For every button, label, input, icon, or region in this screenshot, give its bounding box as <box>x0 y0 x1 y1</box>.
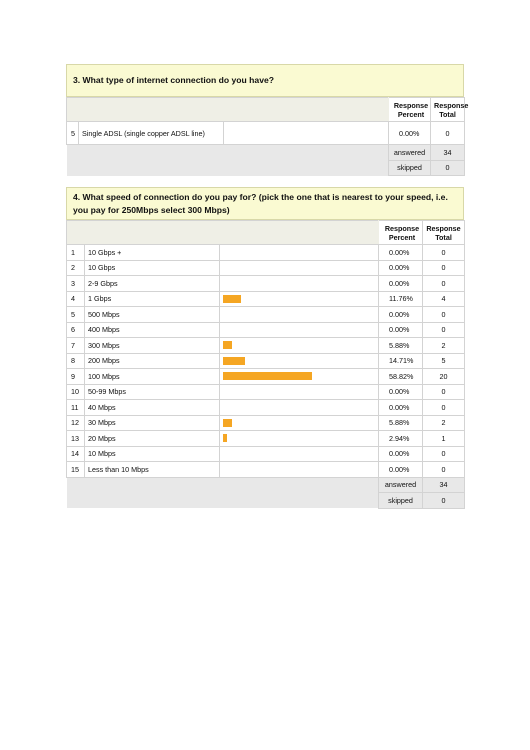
summary-blank <box>67 493 379 509</box>
row-percent: 58.82% <box>379 369 423 385</box>
table-row <box>67 276 465 292</box>
skipped-row <box>67 160 465 176</box>
header-blank <box>67 221 379 245</box>
row-total: 0 <box>423 307 465 323</box>
row-number: 2 <box>67 260 85 276</box>
skipped-row <box>67 493 465 509</box>
row-number: 8 <box>67 353 85 369</box>
header-blank <box>67 98 389 122</box>
table-row <box>67 338 465 354</box>
row-total: 0 <box>423 400 465 416</box>
answered-row <box>67 477 465 493</box>
answered-value: 34 <box>431 145 465 161</box>
row-bar-cell <box>220 415 379 431</box>
row-total: 0 <box>423 322 465 338</box>
header-response-percent: Response Percent <box>379 221 423 245</box>
row-label: Single ADSL (single copper ADSL line) <box>79 122 224 145</box>
answered-value: 34 <box>423 477 465 493</box>
table-row <box>67 322 465 338</box>
row-bar-cell <box>220 322 379 338</box>
row-number: 14 <box>67 446 85 462</box>
header-response-total: Response Total <box>423 221 465 245</box>
row-bar-cell <box>220 353 379 369</box>
row-percent: 0.00% <box>379 307 423 323</box>
answered-label: answered <box>389 145 431 161</box>
row-percent: 0.00% <box>379 322 423 338</box>
answered-row <box>67 145 465 161</box>
header-response-total: Response Total <box>431 98 465 122</box>
row-number: 10 <box>67 384 85 400</box>
summary-blank <box>67 477 379 493</box>
row-percent: 0.00% <box>389 122 431 145</box>
row-bar-cell <box>220 307 379 323</box>
row-total: 0 <box>423 446 465 462</box>
row-label: 20 Mbps <box>85 431 220 447</box>
row-label: 100 Mbps <box>85 369 220 385</box>
row-bar-cell <box>220 446 379 462</box>
response-bar <box>223 434 227 442</box>
row-total: 0 <box>423 462 465 478</box>
row-bar-cell <box>220 260 379 276</box>
row-bar-cell <box>220 291 379 307</box>
row-bar-cell <box>220 276 379 292</box>
summary-blank <box>67 145 389 161</box>
summary-blank <box>67 160 389 176</box>
table-row <box>67 260 465 276</box>
row-percent: 0.00% <box>379 400 423 416</box>
row-number: 15 <box>67 462 85 478</box>
table-row <box>67 307 465 323</box>
table-row <box>67 400 465 416</box>
table-row <box>67 353 465 369</box>
table-row <box>67 462 465 478</box>
row-number: 5 <box>67 307 85 323</box>
table-row <box>67 431 465 447</box>
row-total: 2 <box>423 338 465 354</box>
row-percent: 0.00% <box>379 446 423 462</box>
table-row <box>67 415 465 431</box>
question-3-block <box>66 64 469 176</box>
skipped-label: skipped <box>379 493 423 509</box>
response-bar <box>223 357 245 365</box>
row-percent: 0.00% <box>379 260 423 276</box>
row-percent: 0.00% <box>379 276 423 292</box>
row-label: 200 Mbps <box>85 353 220 369</box>
row-label: 30 Mbps <box>85 415 220 431</box>
row-total: 1 <box>423 431 465 447</box>
row-number: 7 <box>67 338 85 354</box>
row-label: 10 Gbps + <box>85 245 220 261</box>
row-label: 50-99 Mbps <box>85 384 220 400</box>
row-label: 40 Mbps <box>85 400 220 416</box>
question-3-title: 3. What type of internet connection do you have? <box>66 64 464 97</box>
row-label: 10 Gbps <box>85 260 220 276</box>
response-bar <box>223 295 241 303</box>
table-header <box>67 221 465 245</box>
row-label: 2-9 Gbps <box>85 276 220 292</box>
row-total: 0 <box>423 245 465 261</box>
skipped-value: 0 <box>423 493 465 509</box>
row-label: 300 Mbps <box>85 338 220 354</box>
row-total: 2 <box>423 415 465 431</box>
table-row <box>67 122 465 145</box>
response-bar <box>223 372 312 380</box>
answered-label: answered <box>379 477 423 493</box>
row-number: 1 <box>67 245 85 261</box>
question-4-title: 4. What speed of connection do you pay for? (pick the one that is nearest to your speed, i.e. you pay for 250Mbps select 300 Mbps) <box>66 187 464 220</box>
row-total: 0 <box>423 276 465 292</box>
row-total: 20 <box>423 369 465 385</box>
row-bar-cell <box>220 400 379 416</box>
row-bar-cell <box>220 431 379 447</box>
row-percent: 0.00% <box>379 245 423 261</box>
header-response-percent: Response Percent <box>389 98 431 122</box>
row-total: 0 <box>431 122 465 145</box>
row-total: 0 <box>423 384 465 400</box>
row-label: 10 Mbps <box>85 446 220 462</box>
row-percent: 5.88% <box>379 338 423 354</box>
row-number: 9 <box>67 369 85 385</box>
row-label: 1 Gbps <box>85 291 220 307</box>
row-bar-cell <box>224 122 389 145</box>
row-percent: 14.71% <box>379 353 423 369</box>
row-percent: 0.00% <box>379 462 423 478</box>
row-bar-cell <box>220 369 379 385</box>
table-row <box>67 291 465 307</box>
row-bar-cell <box>220 338 379 354</box>
row-percent: 11.76% <box>379 291 423 307</box>
row-number: 6 <box>67 322 85 338</box>
response-bar <box>223 341 232 349</box>
row-number: 5 <box>67 122 79 145</box>
question-4-block <box>66 187 464 509</box>
row-total: 4 <box>423 291 465 307</box>
row-bar-cell <box>220 462 379 478</box>
row-number: 11 <box>67 400 85 416</box>
table-row <box>67 384 465 400</box>
row-number: 13 <box>67 431 85 447</box>
skipped-value: 0 <box>431 160 465 176</box>
skipped-label: skipped <box>389 160 431 176</box>
row-bar-cell <box>220 245 379 261</box>
row-number: 3 <box>67 276 85 292</box>
row-percent: 2.94% <box>379 431 423 447</box>
table-row <box>67 369 465 385</box>
response-bar <box>223 419 232 427</box>
row-number: 12 <box>67 415 85 431</box>
row-number: 4 <box>67 291 85 307</box>
row-label: 400 Mbps <box>85 322 220 338</box>
question-4-table <box>66 220 465 509</box>
row-total: 5 <box>423 353 465 369</box>
row-label: Less than 10 Mbps <box>85 462 220 478</box>
question-3-table <box>66 97 469 176</box>
row-total: 0 <box>423 260 465 276</box>
row-percent: 0.00% <box>379 384 423 400</box>
table-header <box>67 98 465 122</box>
row-percent: 5.88% <box>379 415 423 431</box>
row-bar-cell <box>220 384 379 400</box>
table-row <box>67 245 465 261</box>
row-label: 500 Mbps <box>85 307 220 323</box>
table-row <box>67 446 465 462</box>
